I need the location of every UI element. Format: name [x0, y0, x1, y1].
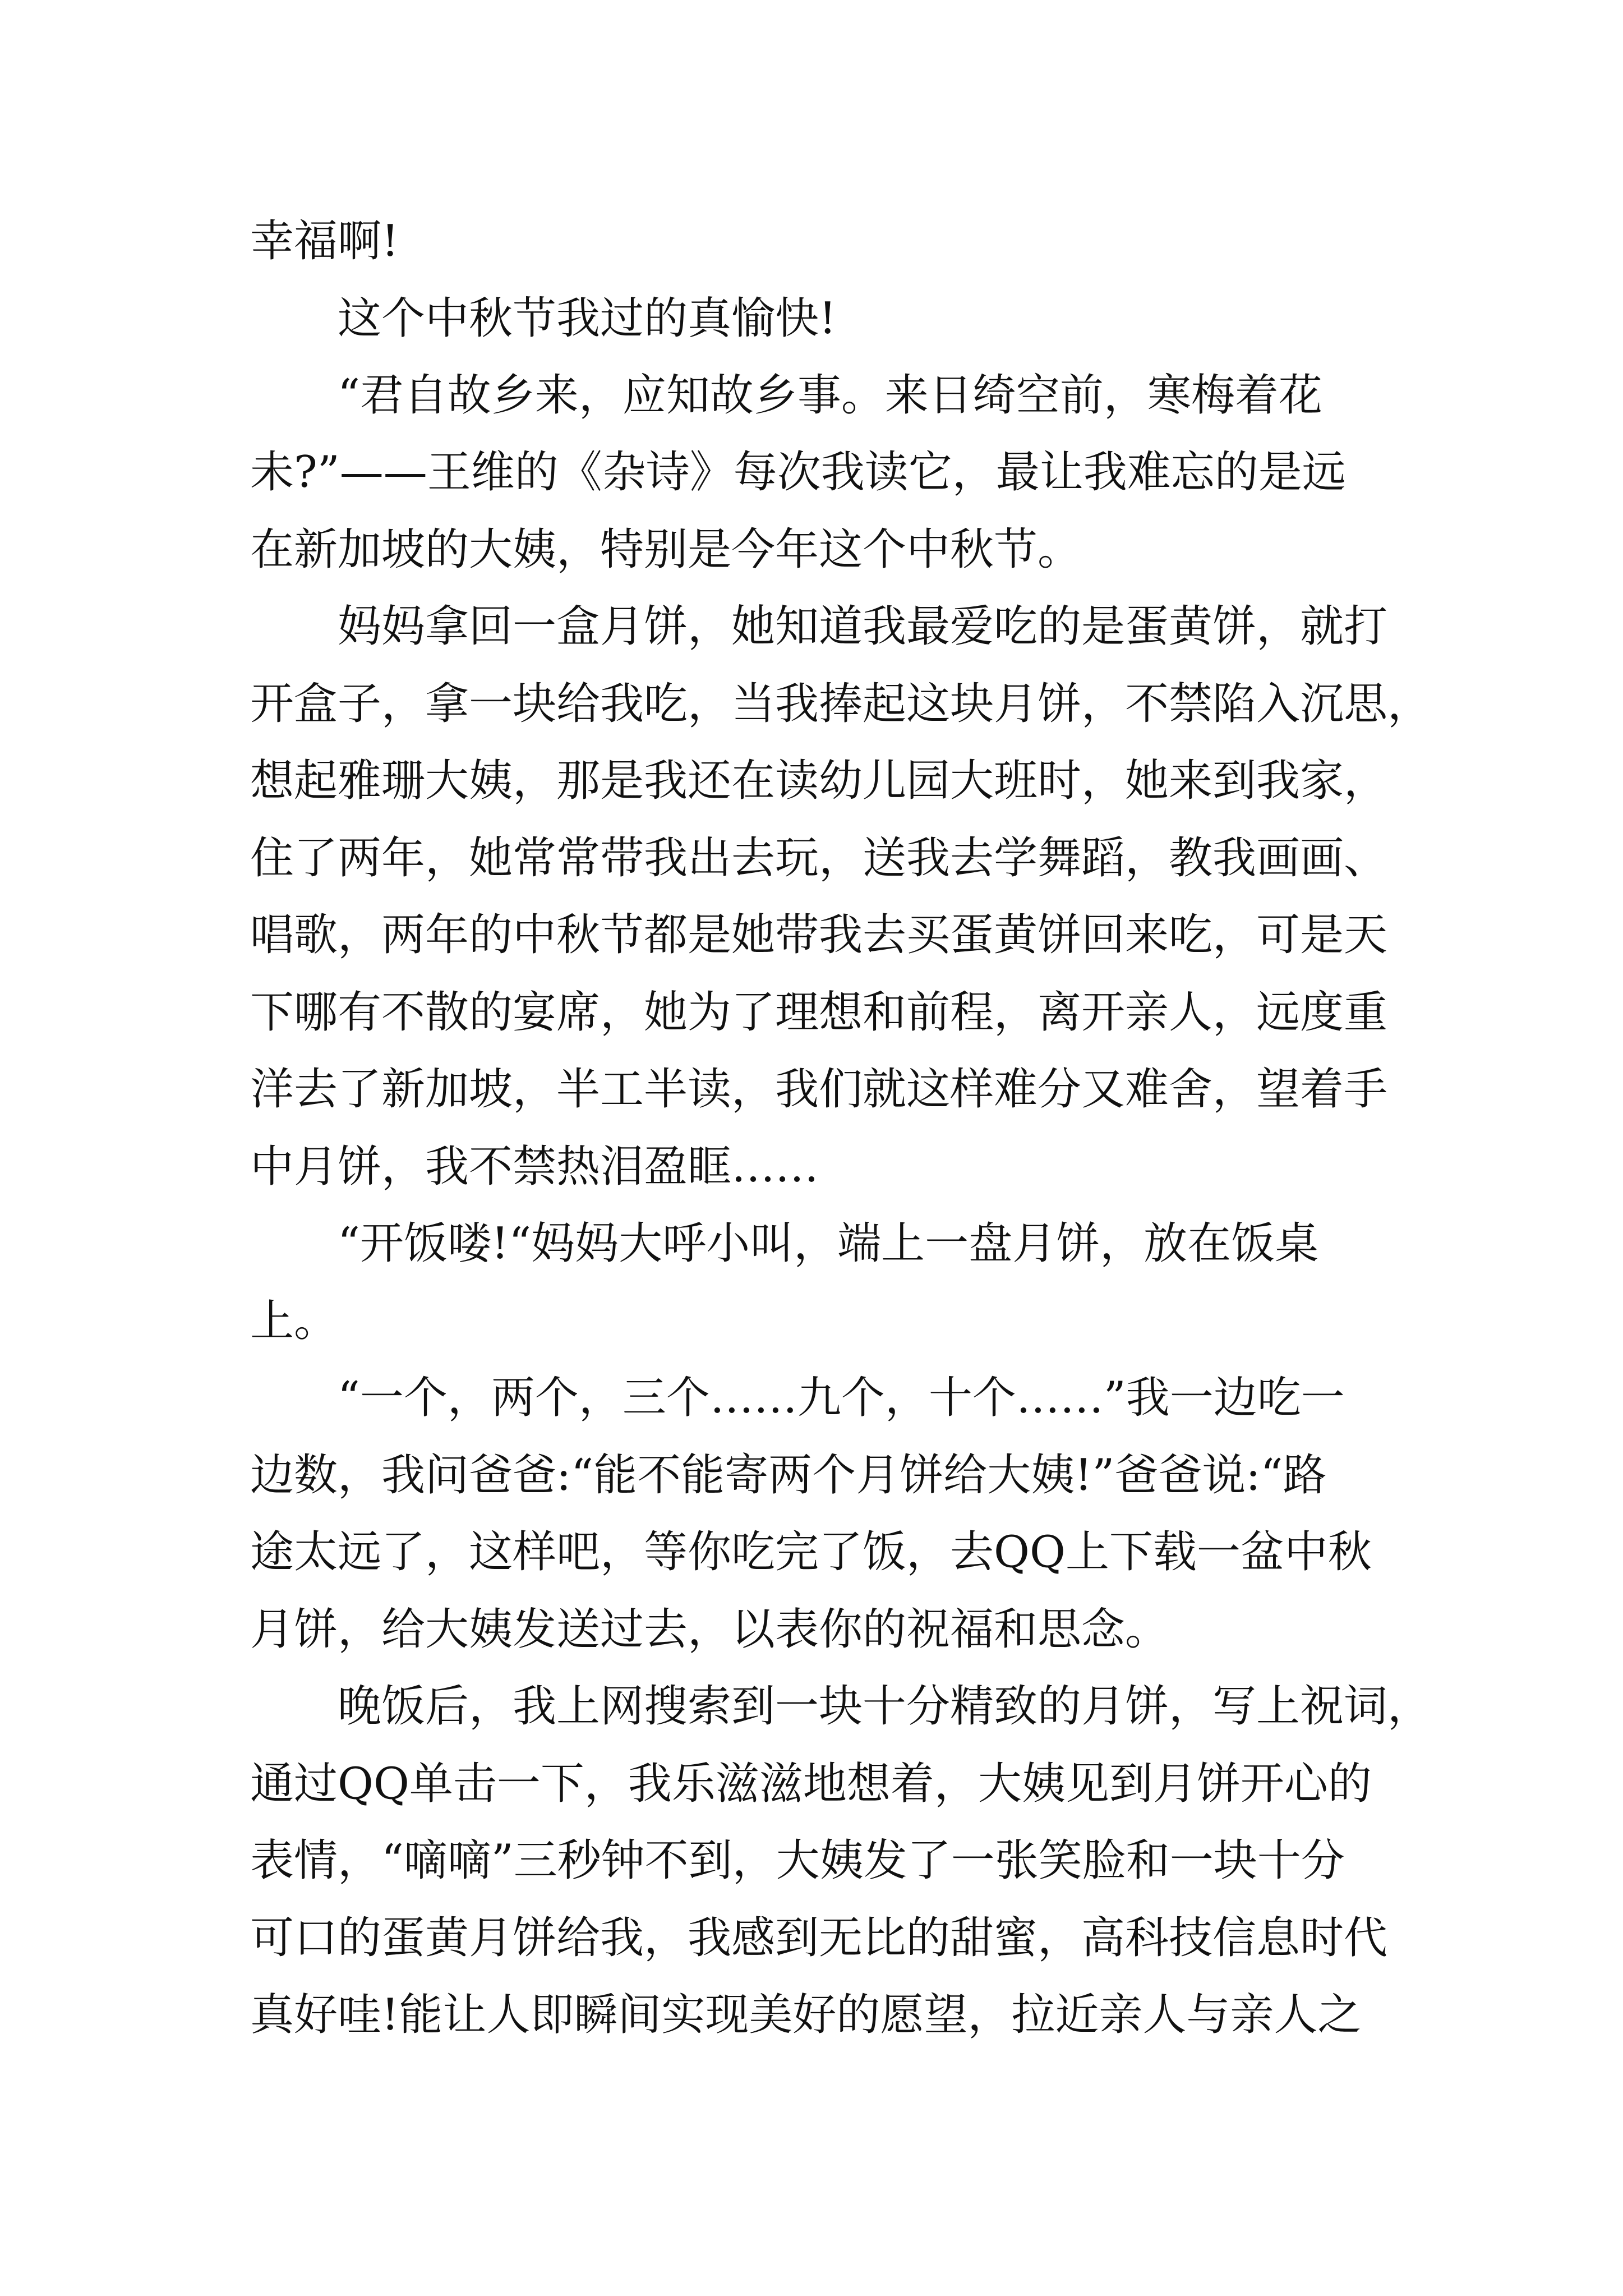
- text-line: 可口的蛋黄月饼给我，我感到无比的甜蜜，高科技信息时代: [250, 1913, 1388, 1963]
- text-line: 下哪有不散的宴席，她为了理想和前程，离开亲人，远度重: [250, 987, 1388, 1038]
- text-line: 唱歌，两年的中秋节都是她带我去买蛋黄饼回来吃，可是天: [250, 910, 1388, 960]
- text-line: 幸福啊!: [250, 216, 399, 266]
- text-line: 想起雅珊大姨，那是我还在读幼儿园大班时，她来到我家，: [250, 756, 1388, 806]
- text-line: 这个中秋节我过的真愉快!: [338, 293, 837, 344]
- text-line: “一个，两个，三个……九个，十个……”我一边吃一: [338, 1373, 1345, 1423]
- text-line: 途太远了，这样吧，等你吃完了饭，去QQ上下载一盆中秋: [250, 1527, 1372, 1577]
- text-line: 未?”——王维的《杂诗》每次我读它，最让我难忘的是远: [250, 447, 1346, 498]
- text-line: “开饭喽!“妈妈大呼小叫，端上一盘月饼，放在饭桌: [338, 1218, 1319, 1269]
- text-line: 表情，“嘀嘀”三秒钟不到，大姨发了一张笑脸和一块十分: [250, 1835, 1345, 1886]
- text-line: 洋去了新加坡，半工半读，我们就这样难分又难舍，望着手: [250, 1064, 1388, 1115]
- text-line: 在新加坡的大姨，特别是今年这个中秋节。: [250, 524, 1082, 575]
- text-line: 妈妈拿回一盒月饼，她知道我最爱吃的是蛋黄饼，就打: [338, 601, 1388, 652]
- text-line: 晚饭后，我上网搜索到一块十分精致的月饼，写上祝词，: [338, 1681, 1432, 1732]
- text-line: 通过QQ单击一下，我乐滋滋地想着，大姨见到月饼开心的: [250, 1759, 1372, 1809]
- text-line: “君自故乡来，应知故乡事。来日绮空前，寒梅着花: [338, 370, 1322, 421]
- text-line: 中月饼，我不禁热泪盈眶……: [250, 1142, 819, 1192]
- text-line: 真好哇!能让人即瞬间实现美好的愿望，拉近亲人与亲人之: [250, 1990, 1362, 2040]
- text-line: 上。: [250, 1296, 338, 1346]
- text-line: 住了两年，她常常带我出去玩，送我去学舞蹈，教我画画、: [250, 833, 1388, 884]
- text-line: 月饼，给大姨发送过去，以表你的祝福和思念。: [250, 1604, 1169, 1655]
- text-line: 开盒子，拿一块给我吃，当我捧起这块月饼，不禁陷入沉思，: [250, 679, 1432, 729]
- text-line: 边数，我问爸爸:“能不能寄两个月饼给大姨!”爸爸说:“路: [250, 1450, 1327, 1501]
